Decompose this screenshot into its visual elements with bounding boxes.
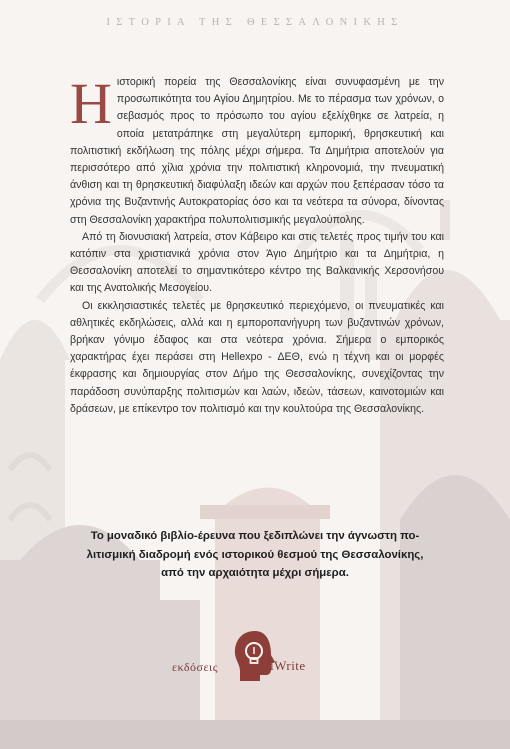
promo-line: Το μοναδικό βιβλίο-έρευνα που ξεδιπλώνει την άγνωστη πο- <box>90 530 420 542</box>
publisher-label: εκδόσεις <box>172 660 218 674</box>
paragraph-1-text: ιστορική πορεία της Θεσσαλονίκης είναι συνυφασμένη με την προσωπικότητα του Αγίου Δημητρίου. Με το πέρασμα των χρόνων, ο σεβασμός προς το πρόσωπο του αγίου εξελίχθηκε σε λατρεία, η οποία μετατράπηκε στη μεγαλύτερη εμπορική, θρησκευτική και πολιτιστική εκδήλωση της πόλης μέχρι σήμερα. Τα Δημήτρια αποτελούν για περισσότερο από χίλια χρόνια την πολιτιστική κληρονομιά, την πνευματική άνθιση και τη θρησκευτική διαφύλαξη ιδεών και αρχών που ξεπέρασαν τόσο τα χρόνια της Βυζαντινής Αυτοκρατορίας όσο και τα νεότερα τα σύνορα, δίνοντας στη Θεσσαλονίκη χαρακτήρα πολυπολιτισμικής μεγαλούπολης. <box>70 76 444 226</box>
series-title-header: ΙΣΤΟΡΙΑ ΤΗΣ ΘΕΣΣΑΛΟΝΙΚΗΣ <box>106 17 404 28</box>
paragraph-1 <box>70 71 444 229</box>
paragraph-3: Οι εκκλησιαστικές τελετές με θρησκευτικό περιεχόμενο, οι πνευματικές και αθλητικές εκδηλώσεις, αλλά και η εμποροπανήγυρη των βυζαντινών χρόνων, βρήκαν γόνιμο έδαφος και στα νεότερα χρόνια. Σήμερα ο εμπορικός χαρακτήρας έχει περάσει στη Hellexpo - ΔΕΘ, ενώ η τέχνη και οι μορφές έκφρασης και δημιουργίας στον Δήμο της Θεσσαλονίκης, συνεχίζοντας την παράδοση συνύπαρξης πολιτισμών και λαών, ιδεών, τάσεων, καινοτομιών και δράσεων, με επίκεντρο τον πολιτισμό και την κουλτούρα της Θεσσαλονίκης. <box>70 299 444 415</box>
drop-cap: Η <box>70 71 112 136</box>
promo-line: λιτισμική διαδρομή ενός ιστορικού θεσμού της Θεσσαλονίκης, <box>86 548 424 561</box>
head-lightbulb-icon <box>228 627 282 685</box>
publisher-name: iWrite <box>270 658 306 673</box>
promo-blurb <box>60 527 450 583</box>
promo-line: από την αρχαιότητα μέχρι σήμερα. <box>161 567 349 580</box>
paragraph-2: Από τη διονυσιακή λατρεία, στον Κάβειρο και στις τελετές προς τιμήν του και κατόπιν στα χριστιανικά χρόνια στον Άγιο Δημήτριο και τα Δημήτρια, η Θεσσαλονίκη αποτελεί το σημαντικότερο κέντρο της Βαλκανικής Χερσονήσου και της Ανατολικής Μεσογείου. <box>70 230 444 295</box>
back-cover-text <box>70 71 444 418</box>
